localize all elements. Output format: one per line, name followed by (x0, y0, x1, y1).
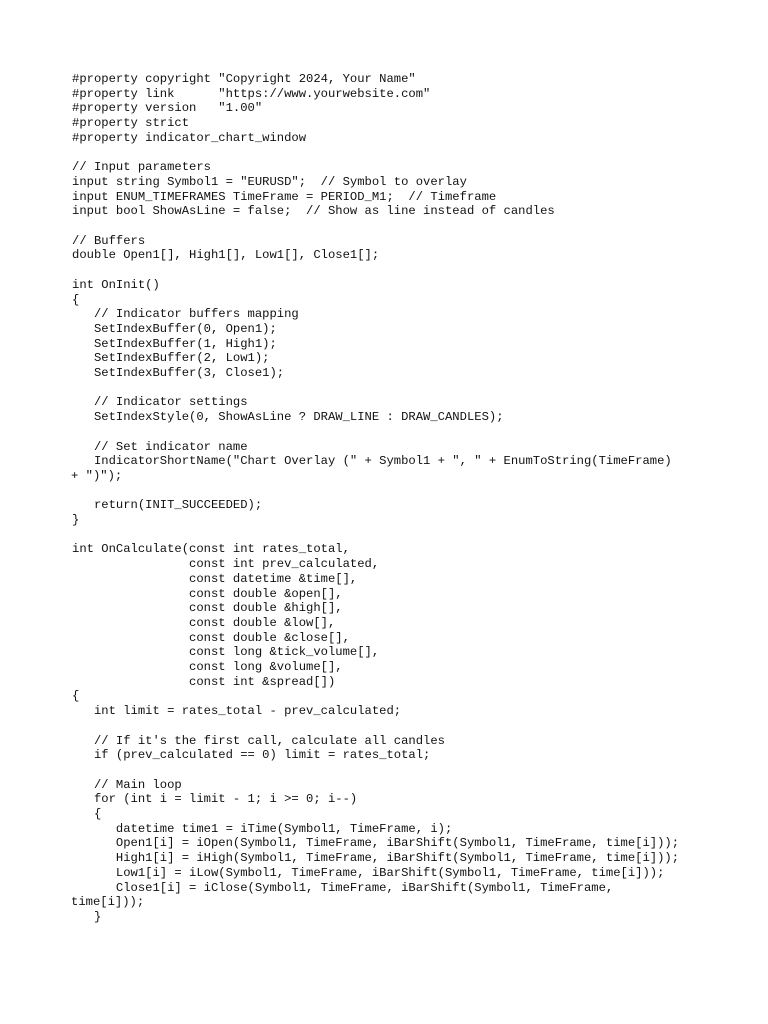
code-line: const double &open[], (72, 586, 343, 601)
code-line: const long &volume[], (72, 660, 343, 675)
code-line: Open1[i] = iOpen(Symbol1, TimeFrame, iBarShift(Symbol1, TimeFrame, time[i])); (72, 836, 680, 851)
blank-line (72, 528, 762, 543)
code-line: High1[i] = iHigh(Symbol1, TimeFrame, iBarShift(Symbol1, TimeFrame, time[i])); (72, 851, 680, 866)
blank-line (72, 763, 762, 778)
code-line: input bool ShowAsLine = false; // Show as line instead of candles (72, 204, 555, 219)
blank-line (72, 219, 762, 234)
code-line: { (72, 807, 102, 822)
code-line: // Buffers (72, 233, 146, 248)
code-line: Close1[i] = iClose(Symbol1, TimeFrame, iBarShift(Symbol1, TimeFrame, (72, 880, 614, 895)
code-line: IndicatorShortName("Chart Overlay (" + Symbol1 + ", " + EnumToString(TimeFrame) (72, 454, 672, 469)
code-line: // Input parameters (72, 160, 211, 175)
code-line: SetIndexBuffer(1, High1); (72, 336, 277, 351)
code-line: const int prev_calculated, (72, 557, 380, 572)
code-line: const double &high[], (72, 601, 343, 616)
code-line: // Indicator buffers mapping (72, 307, 299, 322)
code-line: input ENUM_TIMEFRAMES TimeFrame = PERIOD_M1; // Timeframe (72, 189, 497, 204)
code-line: for (int i = limit - 1; i >= 0; i--) (72, 792, 358, 807)
code-line: int OnCalculate(const int rates_total, (72, 542, 350, 557)
code-line: const double &low[], (72, 615, 336, 630)
code-line: const long &tick_volume[], (72, 645, 380, 660)
code-line: // Set indicator name (72, 439, 248, 454)
blank-line (72, 484, 762, 499)
code-line: #property strict (72, 116, 190, 131)
blank-line (72, 719, 762, 734)
code-listing (72, 72, 762, 925)
code-line: double Open1[], High1[], Low1[], Close1[]; (72, 248, 380, 263)
code-line: int OnInit() (72, 277, 160, 292)
code-line: { (72, 292, 80, 307)
code-line: SetIndexStyle(0, ShowAsLine ? DRAW_LINE : DRAW_CANDLES); (72, 410, 504, 425)
code-line: #property indicator_chart_window (72, 130, 307, 145)
code-line-wrapped: time[i])); (71, 895, 145, 910)
code-line: datetime time1 = iTime(Symbol1, TimeFrame, i); (72, 821, 453, 836)
code-line: #property copyright "Copyright 2024, Your Name" (72, 72, 416, 86)
code-line: // If it's the first call, calculate all candles (72, 733, 445, 748)
code-line: Low1[i] = iLow(Symbol1, TimeFrame, iBarShift(Symbol1, TimeFrame, time[i])); (72, 865, 665, 880)
code-line: return(INIT_SUCCEEDED); (72, 498, 263, 513)
code-line: #property version "1.00" (72, 101, 263, 116)
code-line: // Indicator settings (72, 395, 248, 410)
code-line: input string Symbol1 = "EURUSD"; // Symbol to overlay (72, 174, 467, 189)
code-line: const double &close[], (72, 630, 350, 645)
code-line: { (72, 689, 80, 704)
code-line: int limit = rates_total - prev_calculated; (72, 704, 402, 719)
blank-line (72, 425, 762, 440)
code-line: SetIndexBuffer(0, Open1); (72, 321, 277, 336)
code-line-wrapped: + ")"); (71, 468, 123, 483)
code-line: } (72, 513, 80, 527)
code-line: const datetime &time[], (72, 571, 358, 586)
blank-line (72, 381, 762, 396)
code-line: SetIndexBuffer(2, Low1); (72, 351, 270, 366)
code-line: SetIndexBuffer(3, Close1); (72, 366, 285, 381)
code-line: const int &spread[]) (72, 674, 336, 689)
blank-line (72, 146, 762, 161)
code-line: } (72, 909, 102, 924)
blank-line (72, 263, 762, 278)
code-line: if (prev_calculated == 0) limit = rates_total; (72, 748, 431, 763)
code-line: #property link "https://www.yourwebsite.com" (72, 86, 431, 101)
code-line: // Main loop (72, 777, 182, 792)
